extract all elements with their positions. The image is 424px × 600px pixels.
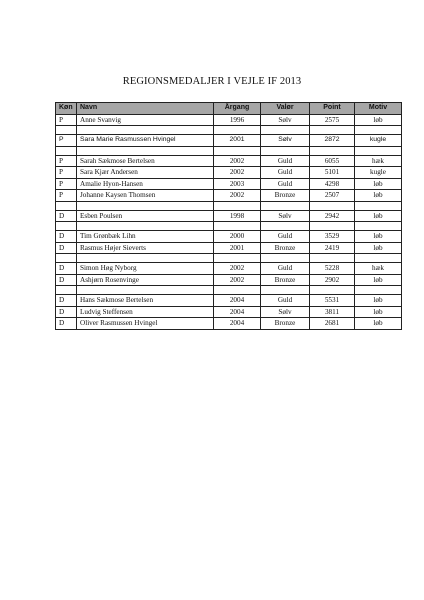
empty-cell xyxy=(214,146,261,155)
cell-point: 3529 xyxy=(310,231,355,243)
spacer-row xyxy=(56,254,402,263)
empty-cell xyxy=(56,222,77,231)
cell-kon: D xyxy=(56,274,77,286)
cell-point: 3811 xyxy=(310,306,355,318)
table-row xyxy=(56,231,402,243)
empty-cell xyxy=(77,201,214,210)
cell-argang: 1998 xyxy=(214,210,261,222)
table-row xyxy=(56,306,402,318)
empty-cell xyxy=(261,222,310,231)
empty-cell xyxy=(56,254,77,263)
header-navn: Navn xyxy=(77,103,214,115)
table-row xyxy=(56,155,402,167)
cell-point: 2902 xyxy=(310,274,355,286)
cell-valor: Guld xyxy=(261,295,310,307)
table-row xyxy=(56,210,402,222)
cell-point: 5228 xyxy=(310,263,355,275)
cell-argang: 2001 xyxy=(214,135,261,147)
cell-kon: D xyxy=(56,242,77,254)
cell-kon: P xyxy=(56,155,77,167)
cell-navn: Esben Poulsen xyxy=(77,210,214,222)
cell-kon: P xyxy=(56,167,77,179)
cell-navn: Ludvig Steffensen xyxy=(77,306,214,318)
cell-motiv: kugle xyxy=(355,135,402,147)
header-argang: Årgang xyxy=(214,103,261,115)
empty-cell xyxy=(261,254,310,263)
cell-kon: P xyxy=(56,178,77,190)
header-valor: Valør xyxy=(261,103,310,115)
table-row xyxy=(56,178,402,190)
cell-point: 2681 xyxy=(310,318,355,330)
cell-argang: 2002 xyxy=(214,190,261,202)
empty-cell xyxy=(214,286,261,295)
empty-cell xyxy=(261,201,310,210)
spacer-row xyxy=(56,222,402,231)
empty-cell xyxy=(310,201,355,210)
cell-navn: Amalie Hyon-Hansen xyxy=(77,178,214,190)
table-row xyxy=(56,274,402,286)
cell-valor: Bronze xyxy=(261,242,310,254)
cell-navn: Hans Sækmose Bertelsen xyxy=(77,295,214,307)
cell-valor: Sølv xyxy=(261,114,310,126)
empty-cell xyxy=(77,286,214,295)
cell-argang: 2004 xyxy=(214,318,261,330)
empty-cell xyxy=(77,126,214,135)
table-row xyxy=(56,318,402,330)
cell-valor: Guld xyxy=(261,167,310,179)
header-point: Point xyxy=(310,103,355,115)
empty-cell xyxy=(355,146,402,155)
empty-cell xyxy=(214,254,261,263)
empty-cell xyxy=(261,146,310,155)
empty-cell xyxy=(355,254,402,263)
cell-argang: 2002 xyxy=(214,155,261,167)
header-motiv: Motiv xyxy=(355,103,402,115)
cell-valor: Sølv xyxy=(261,210,310,222)
cell-kon: D xyxy=(56,295,77,307)
cell-motiv: hæk xyxy=(355,155,402,167)
empty-cell xyxy=(355,222,402,231)
cell-motiv: kugle xyxy=(355,167,402,179)
cell-kon: D xyxy=(56,231,77,243)
cell-point: 2872 xyxy=(310,135,355,147)
cell-point: 4298 xyxy=(310,178,355,190)
cell-valor: Guld xyxy=(261,263,310,275)
cell-motiv: løb xyxy=(355,190,402,202)
empty-cell xyxy=(77,222,214,231)
cell-kon: D xyxy=(56,263,77,275)
spacer-row xyxy=(56,126,402,135)
cell-motiv: løb xyxy=(355,178,402,190)
cell-argang: 2004 xyxy=(214,295,261,307)
empty-cell xyxy=(355,126,402,135)
cell-motiv: løb xyxy=(355,242,402,254)
empty-cell xyxy=(56,286,77,295)
cell-navn: Anne Svanvig xyxy=(77,114,214,126)
table-row xyxy=(56,167,402,179)
empty-cell xyxy=(261,286,310,295)
empty-cell xyxy=(56,146,77,155)
empty-cell xyxy=(310,126,355,135)
cell-point: 2575 xyxy=(310,114,355,126)
cell-motiv: løb xyxy=(355,318,402,330)
empty-cell xyxy=(56,126,77,135)
cell-point: 2942 xyxy=(310,210,355,222)
empty-cell xyxy=(214,201,261,210)
cell-valor: Sølv xyxy=(261,135,310,147)
cell-point: 5531 xyxy=(310,295,355,307)
spacer-row xyxy=(56,286,402,295)
empty-cell xyxy=(214,222,261,231)
cell-kon: D xyxy=(56,306,77,318)
cell-kon: P xyxy=(56,135,77,147)
cell-navn: Ashjørn Rosenvinge xyxy=(77,274,214,286)
table-row xyxy=(56,242,402,254)
cell-navn: Sara Marie Rasmussen Hvingel xyxy=(77,135,214,147)
cell-valor: Bronze xyxy=(261,190,310,202)
empty-cell xyxy=(310,222,355,231)
empty-cell xyxy=(77,254,214,263)
cell-motiv: løb xyxy=(355,231,402,243)
cell-argang: 2004 xyxy=(214,306,261,318)
cell-argang: 1996 xyxy=(214,114,261,126)
table-row xyxy=(56,114,402,126)
empty-cell xyxy=(310,146,355,155)
cell-navn: Oliver Rasmussen Hvingel xyxy=(77,318,214,330)
cell-argang: 2002 xyxy=(214,263,261,275)
cell-point: 6055 xyxy=(310,155,355,167)
spacer-row xyxy=(56,201,402,210)
cell-valor: Sølv xyxy=(261,306,310,318)
cell-navn: Simon Høg Nyborg xyxy=(77,263,214,275)
cell-argang: 2002 xyxy=(214,274,261,286)
cell-valor: Bronze xyxy=(261,318,310,330)
table-row xyxy=(56,263,402,275)
cell-motiv: hæk xyxy=(355,263,402,275)
cell-point: 2507 xyxy=(310,190,355,202)
spacer-row xyxy=(56,146,402,155)
medal-table xyxy=(55,102,402,330)
table-row xyxy=(56,190,402,202)
cell-navn: Tim Grønbæk Lihn xyxy=(77,231,214,243)
empty-cell xyxy=(261,126,310,135)
header-kon: Køn xyxy=(56,103,77,115)
cell-motiv: løb xyxy=(355,210,402,222)
cell-valor: Guld xyxy=(261,178,310,190)
cell-valor: Guld xyxy=(261,231,310,243)
cell-argang: 2003 xyxy=(214,178,261,190)
cell-point: 5101 xyxy=(310,167,355,179)
cell-navn: Johanne Kaysen Thomsen xyxy=(77,190,214,202)
empty-cell xyxy=(355,201,402,210)
cell-motiv: løb xyxy=(355,274,402,286)
cell-argang: 2002 xyxy=(214,167,261,179)
cell-motiv: løb xyxy=(355,295,402,307)
empty-cell xyxy=(56,201,77,210)
empty-cell xyxy=(310,254,355,263)
cell-navn: Sarah Sækmose Bertelsen xyxy=(77,155,214,167)
empty-cell xyxy=(77,146,214,155)
cell-argang: 2000 xyxy=(214,231,261,243)
cell-valor: Bronze xyxy=(261,274,310,286)
empty-cell xyxy=(310,286,355,295)
cell-navn: Sara Kjær Andersen xyxy=(77,167,214,179)
table-row xyxy=(56,135,402,147)
cell-point: 2419 xyxy=(310,242,355,254)
table-row xyxy=(56,295,402,307)
empty-cell xyxy=(214,126,261,135)
cell-argang: 2001 xyxy=(214,242,261,254)
cell-motiv: løb xyxy=(355,114,402,126)
cell-kon: P xyxy=(56,190,77,202)
empty-cell xyxy=(355,286,402,295)
cell-kon: D xyxy=(56,318,77,330)
table-header-row xyxy=(56,103,402,115)
cell-kon: D xyxy=(56,210,77,222)
document-title: REGIONSMEDALJER I VEJLE IF 2013 xyxy=(122,76,302,87)
cell-valor: Guld xyxy=(261,155,310,167)
cell-navn: Rasmus Højer Sieverts xyxy=(77,242,214,254)
cell-kon: P xyxy=(56,114,77,126)
table-body xyxy=(56,114,402,329)
cell-motiv: løb xyxy=(355,306,402,318)
